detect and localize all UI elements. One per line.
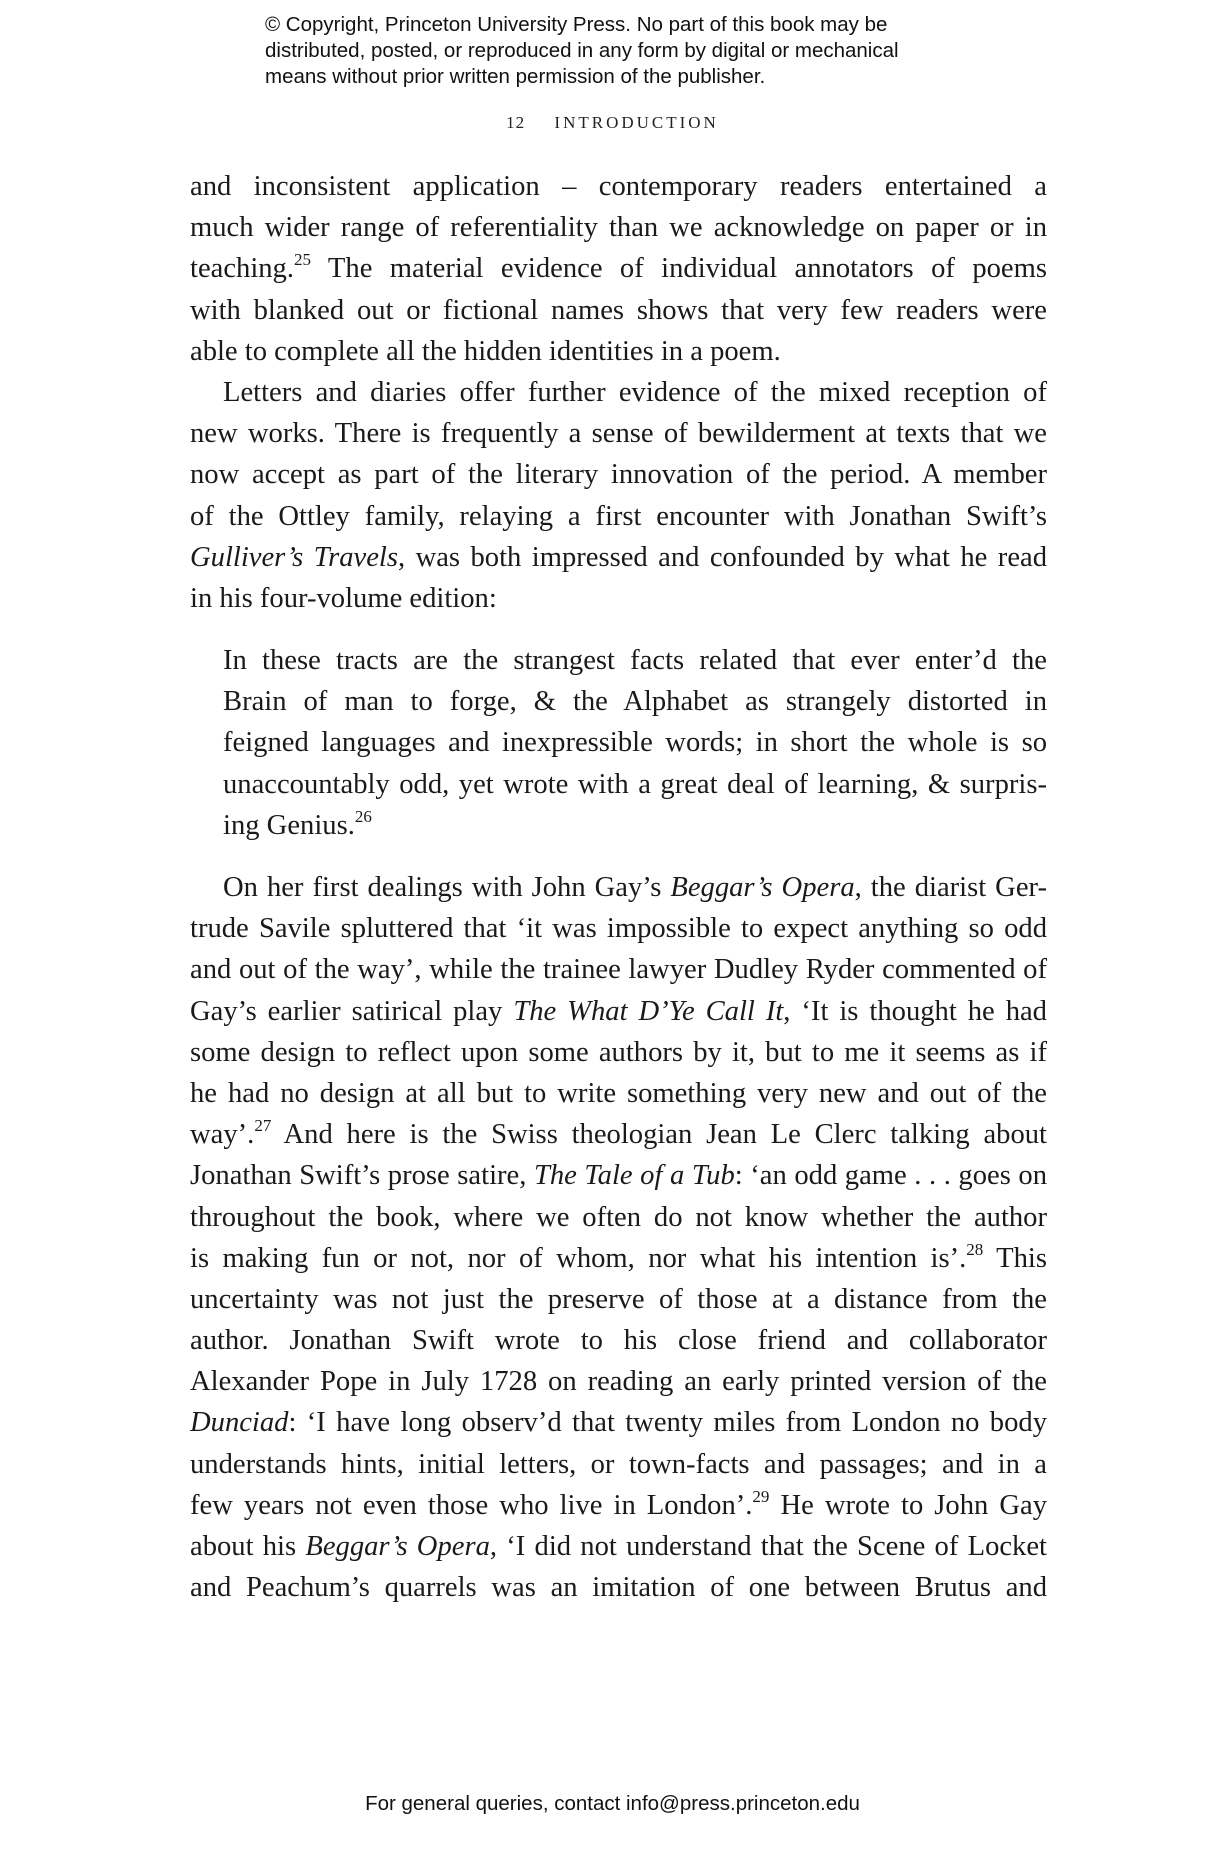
book-title: Gulliver’s Travels — [190, 541, 398, 573]
text-line: In these tracts are the strangest facts related that ever enter’d the — [223, 645, 1047, 677]
text-line: On her first dealings with John Gay’s Beggar’s Opera, the diarist Ger- — [223, 872, 1047, 903]
text-line: some design to reflect upon some authors by it, but to me it seems as if — [190, 1036, 1047, 1068]
text-line: feigned languages and inexpressible words; in short the whole is so — [223, 727, 1047, 759]
text-line: Gulliver’s Travels, was both impressed and confounded by what he read — [190, 541, 1047, 573]
page-number: 12 — [506, 113, 526, 132]
body-text — [190, 166, 1047, 1608]
book-title: Dunciad — [190, 1407, 289, 1439]
footnote-marker[interactable]: 28 — [966, 1239, 984, 1259]
text-line: uncertainty was not just the preserve of those at a distance from the — [190, 1283, 1047, 1315]
text-line: way’.$^{27}$ And here is the Swiss theologian Jean Le Clerc talking about — [190, 1116, 1047, 1151]
text-line: now accept as part of the literary innovation of the period. A member — [190, 459, 1047, 491]
text-line: Dunciad: ‘I have long observ’d that twenty miles from London no body — [190, 1407, 1047, 1439]
text-line: Jonathan Swift’s prose satire, The Tale of a Tub: ‘an odd game . . . goes on — [190, 1160, 1047, 1192]
text-line: author. Jonathan Swift wrote to his close friend and collaborator — [190, 1325, 1047, 1357]
text-line: about his Beggar’s Opera, ‘I did not understand that the Scene of Locket — [190, 1531, 1047, 1562]
footnote-marker[interactable]: 27 — [254, 1116, 272, 1136]
text-line: and inconsistent application – contemporary readers entertained a — [190, 171, 1047, 202]
text-line: and out of the way’, while the trainee lawyer Dudley Ryder commented of — [190, 954, 1047, 986]
book-title: Beggar’s Opera — [670, 872, 855, 903]
text-line: new works. There is frequently a sense of bewilderment at texts that we — [190, 418, 1047, 450]
text-line: and Peachum’s quarrels was an imitation of one between Brutus and — [190, 1572, 1047, 1604]
text-line: Letters and diaries offer further evidence of the mixed reception of — [223, 376, 1047, 408]
block-quote — [223, 640, 1047, 846]
footer-text: For general queries, contact info@press.princeton.edu — [365, 1792, 860, 1815]
text-line: much wider range of referentiality than we acknowledge on paper or in — [190, 212, 1047, 244]
copyright-notice — [265, 12, 1025, 90]
text-line: of the Ottley family, relaying a first encounter with Jonathan Swift’s — [190, 500, 1047, 532]
text-line: able to complete all the hidden identities in a poem. — [190, 335, 781, 367]
copyright-line: © Copyright, Princeton University Press. No part of this book may be — [265, 13, 888, 36]
text-line: teaching.$^{25}$ The material evidence of individual annotators of poems — [190, 250, 1047, 285]
book-title: The Tale of a Tub — [533, 1160, 735, 1192]
book-title: Beggar’s Opera — [305, 1531, 490, 1562]
text-line: throughout the book, where we often do not know whether the author — [190, 1201, 1047, 1233]
paragraph — [190, 867, 1047, 1608]
text-line: unaccountably odd, yet wrote with a great deal of learning, & surpris- — [223, 768, 1047, 800]
chapter-title: INTRODUCTION — [554, 113, 719, 132]
text-line: he had no design at all but to write something very new and out of the — [190, 1077, 1047, 1109]
text-line: ing Genius.$^{26}$ — [223, 806, 372, 841]
text-line: trude Savile spluttered that ‘it was impossible to expect anything so odd — [190, 913, 1047, 945]
footer-contact — [0, 1792, 1225, 1816]
book-title: The What D’Ye Call It — [513, 995, 784, 1027]
text-line: is making fun or not, nor of whom, nor what his intention is’.$^{28}$ This — [190, 1239, 1047, 1274]
text-line: with blanked out or fictional names shows that very few readers were — [190, 294, 1047, 326]
text-line: Brain of man to forge, & the Alphabet as strangely distorted in — [223, 686, 1047, 718]
footnote-marker[interactable]: 25 — [294, 250, 312, 270]
footnote-marker[interactable]: 26 — [354, 806, 372, 826]
running-head — [0, 113, 1225, 133]
text-line: Gay’s earlier satirical play The What D’Ye Call It, ‘It is thought he had — [190, 995, 1047, 1027]
paragraph — [190, 166, 1047, 372]
text-line: in his four-volume edition: — [190, 582, 497, 614]
text-line: Alexander Pope in July 1728 on reading an early printed version of the — [190, 1366, 1047, 1398]
copyright-line: means without prior written permission of the publisher. — [265, 65, 766, 88]
text-line: understands hints, initial letters, or town-facts and passages; and in a — [190, 1448, 1047, 1480]
footnote-marker[interactable]: 29 — [752, 1486, 770, 1506]
text-line: few years not even those who live in London’.$^{29}$ He wrote to John Gay — [190, 1486, 1047, 1521]
copyright-line: distributed, posted, or reproduced in any form by digital or mechanical — [265, 39, 899, 62]
paragraph — [190, 372, 1047, 619]
